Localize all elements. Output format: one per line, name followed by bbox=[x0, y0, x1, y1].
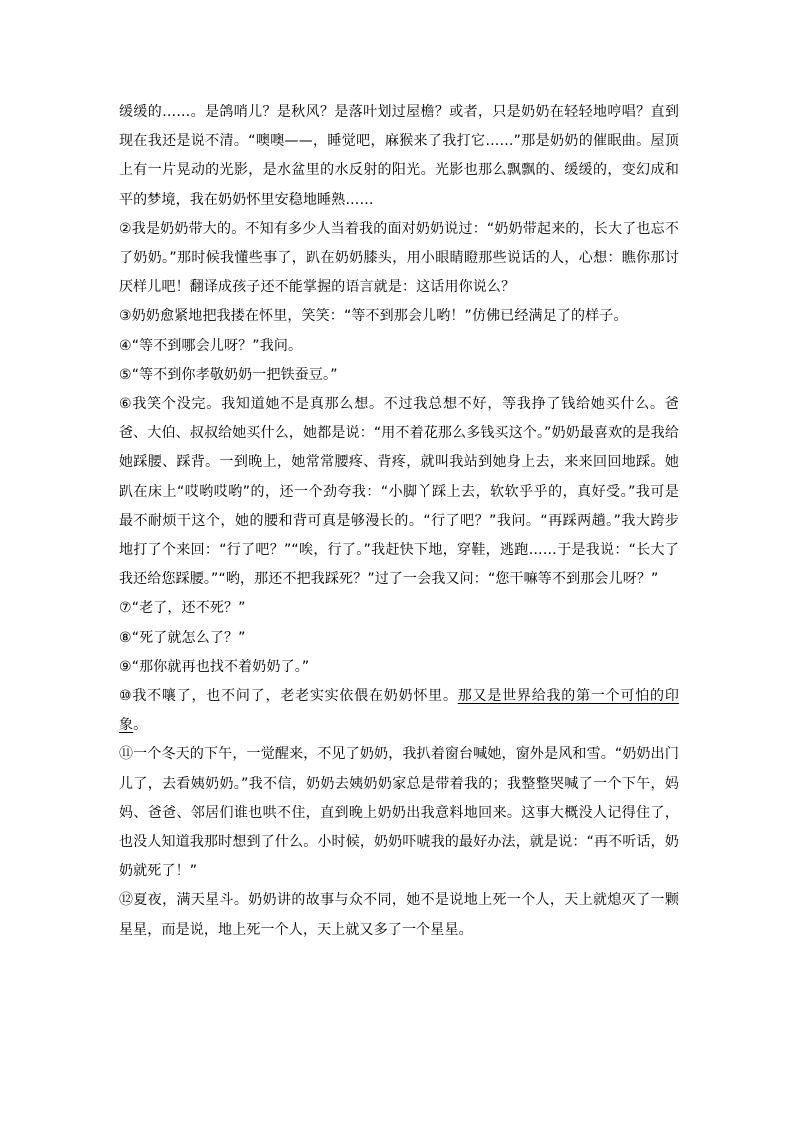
paragraph-9: ⑨“那你就再也找不着奶奶了。” bbox=[119, 658, 310, 675]
paragraph-10-tail: 。 bbox=[133, 717, 148, 734]
paragraph-10-text: ⑩我不嚷了，也不问了，老老实实依偎在奶奶怀里。 bbox=[119, 688, 458, 705]
article-body bbox=[119, 98, 679, 945]
paragraph-12: ⑫夏夜，满天星斗。奶奶讲的故事与众不同，她不是说地上死一个人，天上就熄灭了一颗星星，而是说，地上死一个人，天上就又多了一个星星。 bbox=[119, 892, 679, 938]
paragraph-10 bbox=[119, 682, 679, 740]
underlined-sentence: 那又是世界给我的第一个可怕的印象 bbox=[119, 688, 680, 734]
paragraph-3: ③奶奶愈紧地把我搂在怀里，笑笑：“等不到那会儿哟！”仿佛已经满足了的样子。 bbox=[119, 308, 628, 325]
paragraph-4: ④“等不到哪会儿呀？”我问。 bbox=[119, 337, 303, 354]
paragraph-5: ⑤“等不到你孝敬奶奶一把铁蚕豆。” bbox=[119, 366, 338, 383]
paragraph-8: ⑧“死了就怎么了？” bbox=[119, 629, 246, 646]
paragraph-2: ②我是奶奶带大的。不知有多少人当着我的面对奶奶说过：“奶奶带起来的，长大了也忘不了奶奶。”那时候我懂些事了，趴在奶奶膝头，用小眼睛瞪那些说话的人，心想：瞧你那讨厌样儿吧！翻译成孩子还不能掌握的语言就是：这话用你说么？ bbox=[119, 220, 679, 296]
paragraph-6: ⑥我笑个没完。我知道她不是真那么想。不过我总想不好，等我挣了钱给她买什么。爸爸、大伯、叔叔给她买什么，她都是说：“用不着花那么多钱买这个。”奶奶最喜欢的是我给她踩腰、踩背。一到晚上，她常常腰疼、背疼，就叫我站到她身上去，来来回回地踩。她趴在床上“哎哟哎哟”的，还一个劲夸我：“小脚丫踩上去，软软乎乎的，真好受。”我可是最不耐烦干这个，她的腰和背可真是够漫长的。“行了吧？”我问。“再踩两趟。”我大跨步地打了个来回：“行了吧？”“唉，行了。”我赶快下地，穿鞋，逃跑……于是我说：“长大了我还给您踩腰。”“哟，那还不把我踩死？”过了一会我又问：“您干嘛等不到那会儿呀？” bbox=[119, 396, 679, 588]
paragraph-7: ⑦“老了，还不死？” bbox=[119, 600, 246, 617]
paragraph-1: 缓缓的……。是鸽哨儿？是秋风？是落叶划过屋檐？或者，只是奶奶在轻轻地哼唱？直到现在我还是说不清。“噢噢——，睡觉吧，麻猴来了我打它……”那是奶奶的催眠曲。屋顶上有一片晃动的光影，是水盆里的水反射的阳光。光影也那么飘飘的、缓缓的，变幻成和平的梦境，我在奶奶怀里安稳地睡熟…… bbox=[119, 104, 679, 208]
paragraph-11: ⑪一个冬天的下午，一觉醒来，不见了奶奶，我扒着窗台喊她，窗外是风和雪。“奶奶出门儿了，去看姨奶奶。”我不信，奶奶去姨奶奶家总是带着我的；我整整哭喊了一个下午，妈妈、爸爸、邻居们谁也哄不住，直到晚上奶奶出我意料地回来。这事大概没人记得住了，也没人知道我那时想到了什么。小时候，奶奶吓唬我的最好办法，就是说：“再不听话，奶奶就死了！” bbox=[119, 746, 679, 880]
